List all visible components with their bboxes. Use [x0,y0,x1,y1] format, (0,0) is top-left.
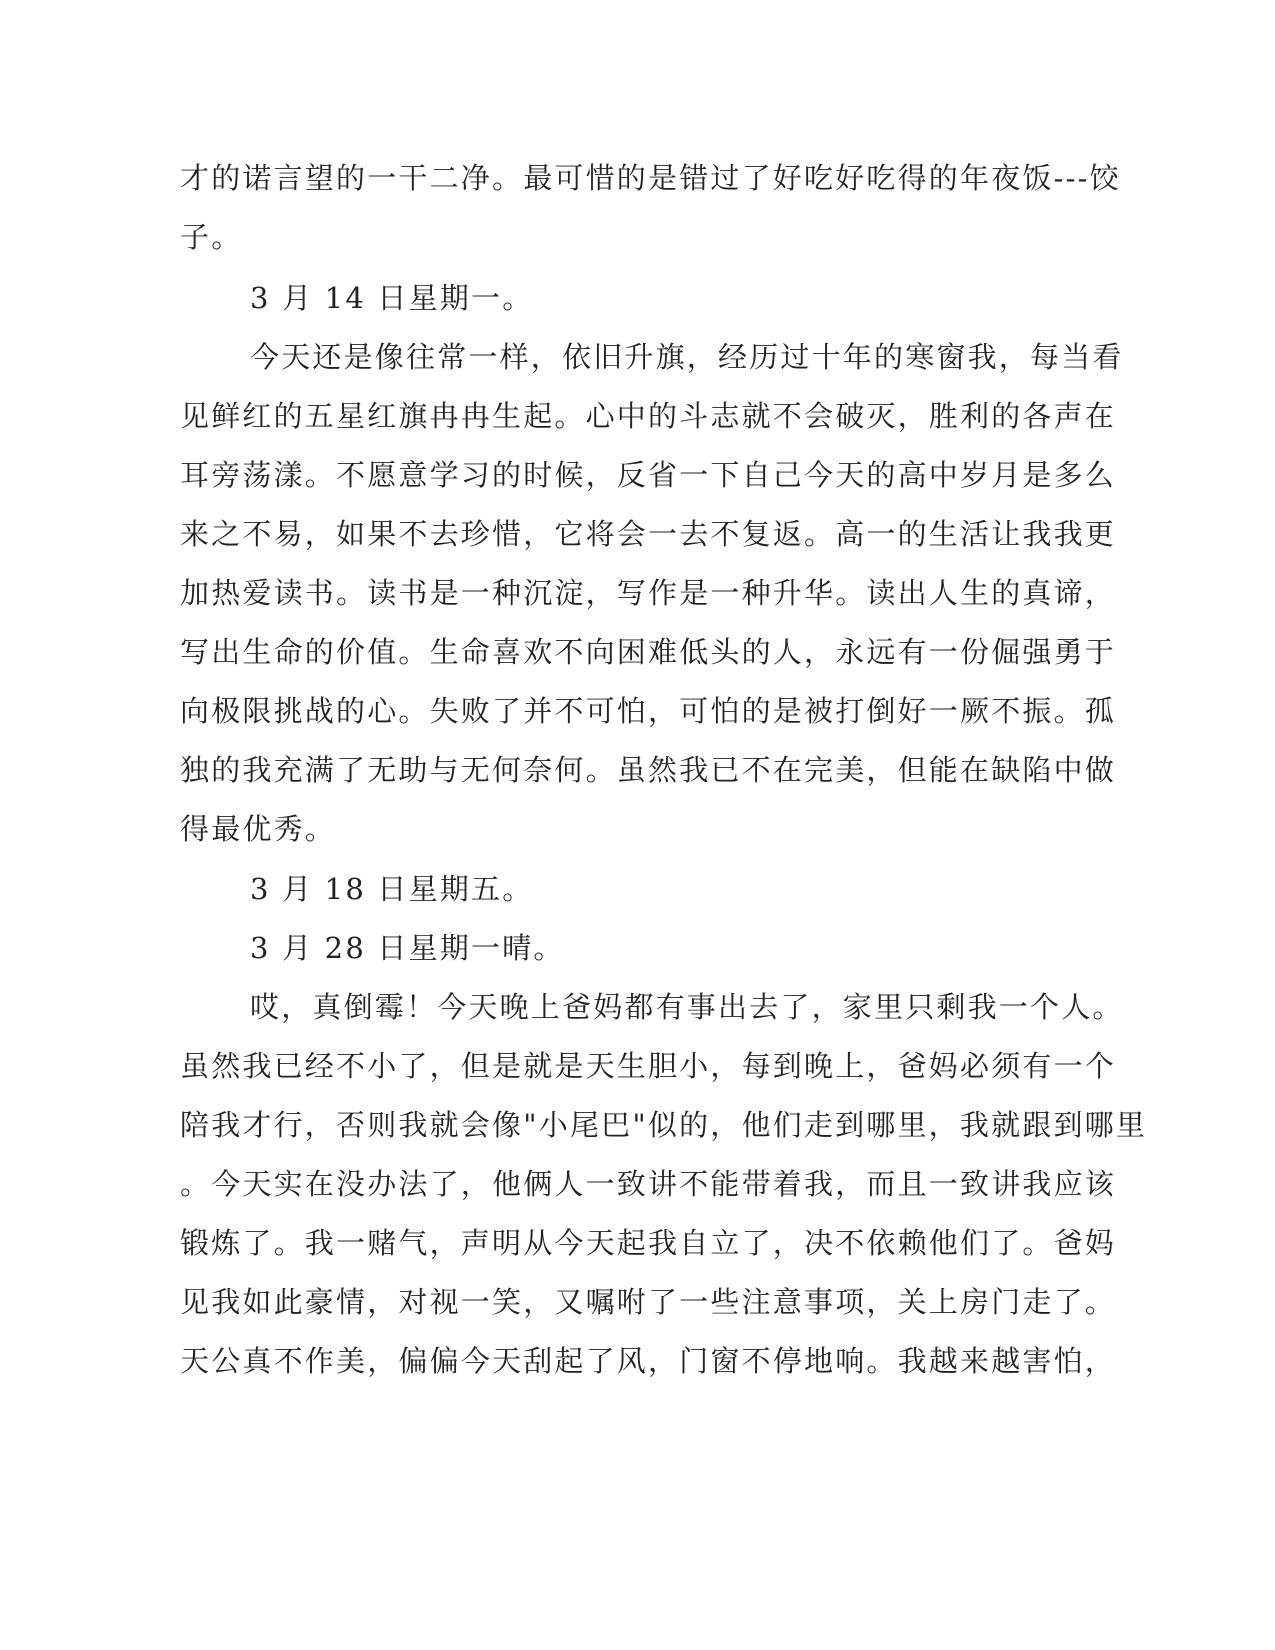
text-line: 得最优秀。 [180,812,337,846]
text-line: 写出生命的价值。生命喜欢不向困难低头的人，永远有一份倔强勇于 [180,635,1117,669]
text-line: 耳旁荡漾。不愿意学习的时候，反省一下自己今天的高中岁月是多么 [180,458,1117,492]
text-line: 向极限挑战的心。失败了并不可怕，可怕的是被打倒好一厥不振。孤 [180,694,1117,728]
text-line: 见鲜红的五星红旗冉冉生起。心中的斗志就不会破灭，胜利的各声在 [180,399,1117,433]
date-heading: 3 月 18 日星期五。 [250,872,534,906]
text-line: 今天还是像往常一样，依旧升旗，经历过十年的寒窗我，每当看 [250,340,1124,374]
text-line: 才的诺言望的一干二净。最可惜的是错过了好吃好吃得的年夜饭---饺 [180,161,1121,195]
text-line: 子。 [180,220,243,254]
text-line: 独的我充满了无助与无何奈何。虽然我已不在完美，但能在缺陷中做 [180,753,1117,787]
text-line: 见我如此豪情，对视一笑，又嘱咐了一些注意事项，关上房门走了。 [180,1285,1117,1319]
text-line: 天公真不作美，偏偏今天刮起了风，门窗不停地响。我越来越害怕， [180,1344,1117,1378]
text-line: 来之不易，如果不去珍惜，它将会一去不复返。高一的生活让我我更 [180,517,1117,551]
date-heading: 3 月 14 日星期一。 [250,281,534,315]
text-line: 加热爱读书。读书是一种沉淀，写作是一种升华。读出人生的真谛， [180,576,1117,610]
text-line: 。今天实在没办法了，他俩人一致讲不能带着我，而且一致讲我应该 [180,1167,1117,1201]
text-line: 哎，真倒霉！今天晚上爸妈都有事出去了，家里只剩我一个人。 [250,990,1124,1024]
text-line: 虽然我已经不小了，但是就是天生胆小，每到晚上，爸妈必须有一个 [180,1049,1117,1083]
text-line: 锻炼了。我一赌气，声明从今天起我自立了，决不依赖他们了。爸妈 [180,1226,1117,1260]
date-heading: 3 月 28 日星期一晴。 [250,931,565,965]
text-line: 陪我才行，否则我就会像"小尾巴"似的，他们走到哪里，我就跟到哪里 [180,1108,1148,1142]
